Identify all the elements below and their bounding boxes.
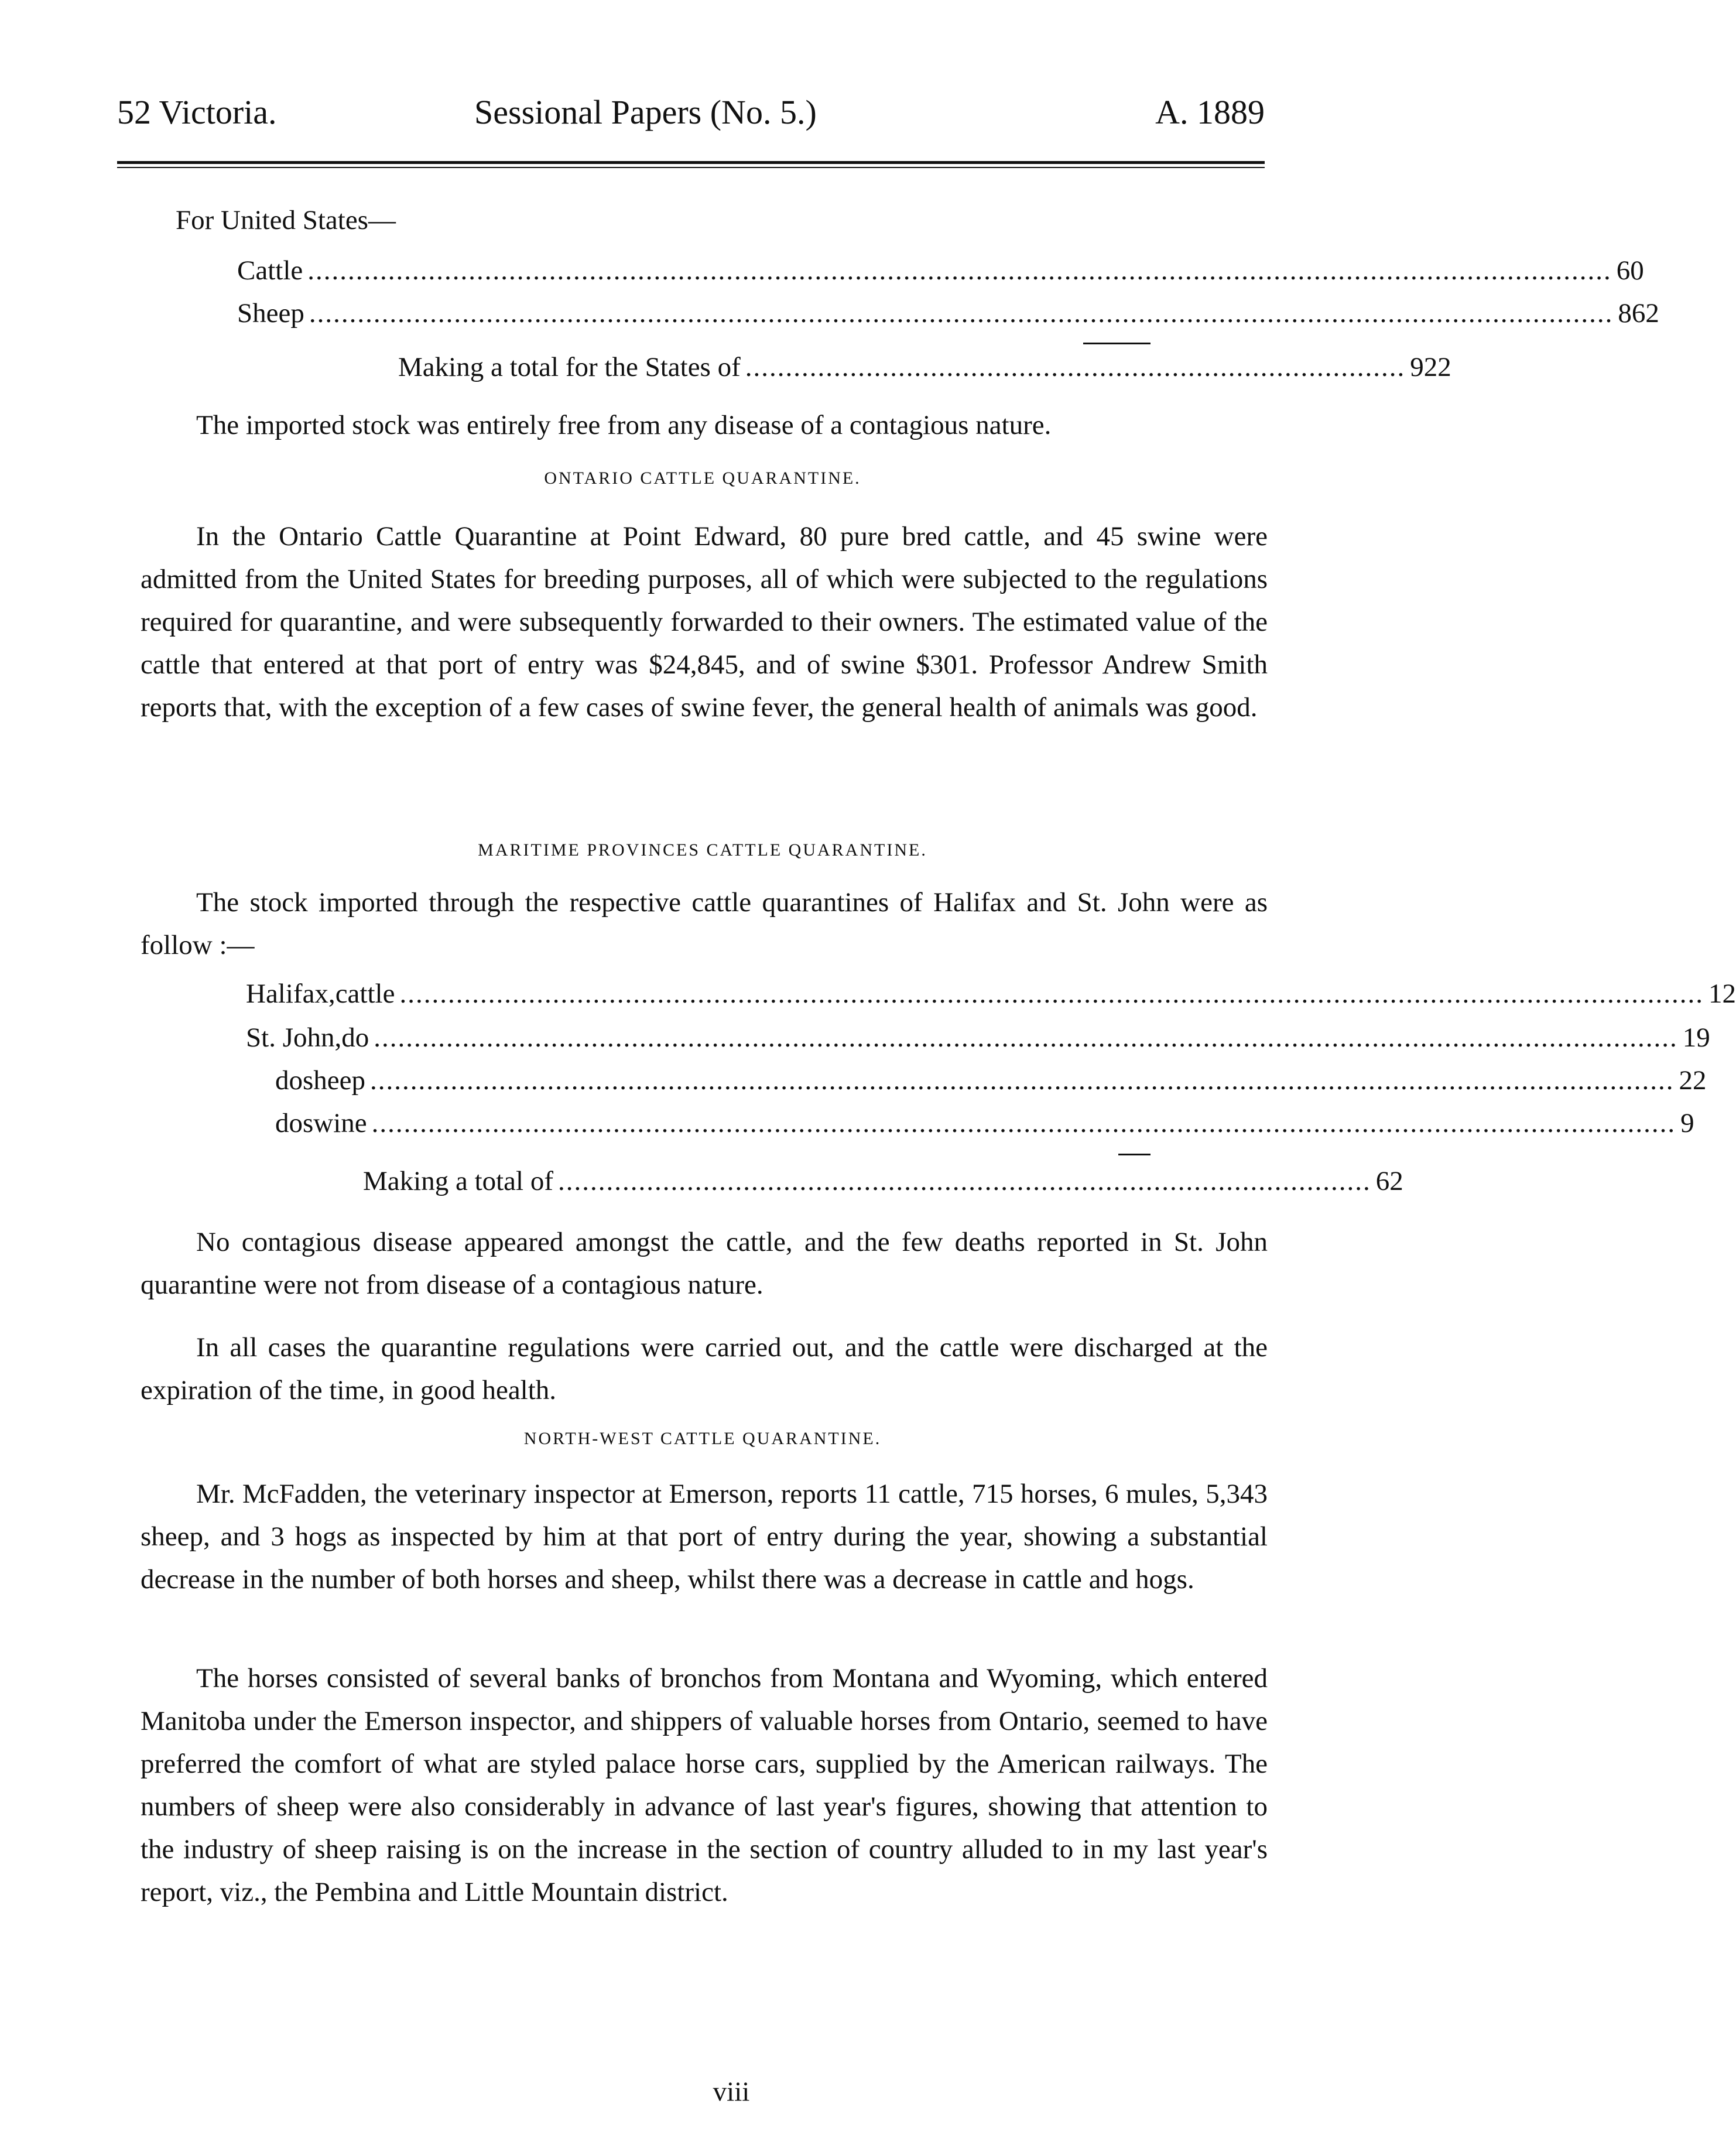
- us-total-rule: [1083, 343, 1151, 344]
- us-row-sheep: [237, 297, 1659, 329]
- maritime-value: 9: [1680, 1108, 1694, 1138]
- maritime-row: [275, 1107, 1694, 1139]
- maritime-kind: sheep: [303, 1065, 366, 1096]
- northwest-paragraph-2: The horses consisted of several banks of bronchos from Montana and Wyoming, which entered Manitoba under the Emerson inspector, and shippers of valuable horses from Ontario, seemed to have preferred the comfort of what are styled palace horse cars, supplied by the American railways. The numbers of sheep were also considerably in advance of last year's figures, showing that attention to the industry of sheep raising is on the increase in the section of country alluded to in my last year's report, viz., the Pembina and Little Mountain district.: [141, 1663, 1268, 1907]
- header-rule-thin: [117, 167, 1265, 168]
- header-rule-thick: [117, 161, 1265, 164]
- us-row-value: 60: [1616, 255, 1644, 286]
- maritime-kind: cattle: [335, 979, 395, 1009]
- us-total-value: 922: [1410, 352, 1451, 382]
- maritime-total-value: 62: [1375, 1166, 1403, 1196]
- dot-leader: .....................................................................................................: [558, 1166, 1371, 1196]
- dot-leader: ..................................................................................................................................................................: [309, 298, 1614, 329]
- maritime-place: do: [275, 1065, 303, 1096]
- us-section-note: The imported stock was entirely free from any disease of a contagious nature.: [196, 410, 1052, 440]
- header-center: Sessional Papers (No. 5.): [474, 93, 817, 131]
- us-total-row: [398, 351, 1451, 383]
- maritime-kind: do: [341, 1022, 369, 1053]
- maritime-kind: swine: [303, 1108, 367, 1138]
- us-row-label: Cattle: [237, 255, 303, 286]
- us-total-label: Making a total for the States of: [398, 352, 741, 382]
- dot-leader: ..................................................................................................................................................................: [371, 1108, 1676, 1138]
- us-row-label: Sheep: [237, 298, 304, 329]
- header-left: 52 Victoria.: [117, 93, 277, 131]
- ontario-paragraph: In the Ontario Cattle Quarantine at Point Edward, 80 pure bred cattle, and 45 swine were admitted from the United States for breeding purposes, all of which were subjected to the regulations required for quarantine, and were subsequently forwarded to their owners. The estimated value of the cattle that entered at that port of entry was $24,845, and of swine $301. Professor Andrew Smith reports that, with the exception of a few cases of swine fever, the general health of animals was good.: [141, 521, 1268, 723]
- northwest-paragraph-1: Mr. McFadden, the veterinary inspector at Emerson, reports 11 cattle, 715 horses, 6 mules, 5,343 sheep, and 3 hogs as inspected by him at that port of entry during the year, showing a substantial decrease in the number of both horses and sheep, whilst there was a decrease in cattle and hogs.: [141, 1479, 1268, 1595]
- page-number: viii: [713, 2077, 750, 2107]
- maritime-paragraph-2: In all cases the quarantine regulations were carried out, and the cattle were discharged at the expiration of the time, in good health.: [141, 1332, 1268, 1405]
- northwest-heading: NORTH-WEST CATTLE QUARANTINE.: [523, 1429, 882, 1448]
- maritime-intro: The stock imported through the respective cattle quarantines of Halifax and St. John were as follow :—: [141, 887, 1268, 960]
- us-section-title: For United States—: [176, 205, 396, 235]
- maritime-value: 19: [1682, 1022, 1710, 1053]
- maritime-paragraph-1: No contagious disease appeared amongst the cattle, and the few deaths reported in St. John quarantine were not from disease of a contagious nature.: [141, 1227, 1268, 1300]
- maritime-total-label: Making a total of: [363, 1166, 554, 1196]
- dot-leader: ..................................................................................................................................................................: [370, 1065, 1675, 1096]
- us-row-value: 862: [1618, 298, 1659, 329]
- maritime-value: 12: [1708, 979, 1736, 1009]
- maritime-place: Halifax,: [246, 979, 335, 1009]
- dot-leader: ..................................................................................................................................................................: [399, 979, 1704, 1009]
- maritime-row: [275, 1065, 1707, 1096]
- header-right: A. 1889: [1155, 93, 1265, 131]
- ontario-heading: ONTARIO CATTLE QUARANTINE.: [544, 468, 861, 488]
- us-row-cattle: [237, 255, 1644, 286]
- running-header: [117, 93, 1265, 139]
- dot-leader: ..................................................................................................................................................................: [374, 1022, 1678, 1053]
- maritime-value: 22: [1679, 1065, 1707, 1096]
- maritime-place: St. John,: [246, 1022, 342, 1053]
- maritime-heading: MARITIME PROVINCES CATTLE QUARANTINE.: [478, 840, 927, 860]
- maritime-row: [246, 978, 1736, 1010]
- maritime-total-row: [363, 1165, 1403, 1197]
- maritime-total-rule: [1118, 1154, 1151, 1155]
- maritime-place: do: [275, 1108, 303, 1138]
- dot-leader: ..................................................................................................................................................................: [307, 255, 1612, 286]
- dot-leader: ..................................................................................: [745, 352, 1406, 382]
- maritime-row: [246, 1022, 1710, 1054]
